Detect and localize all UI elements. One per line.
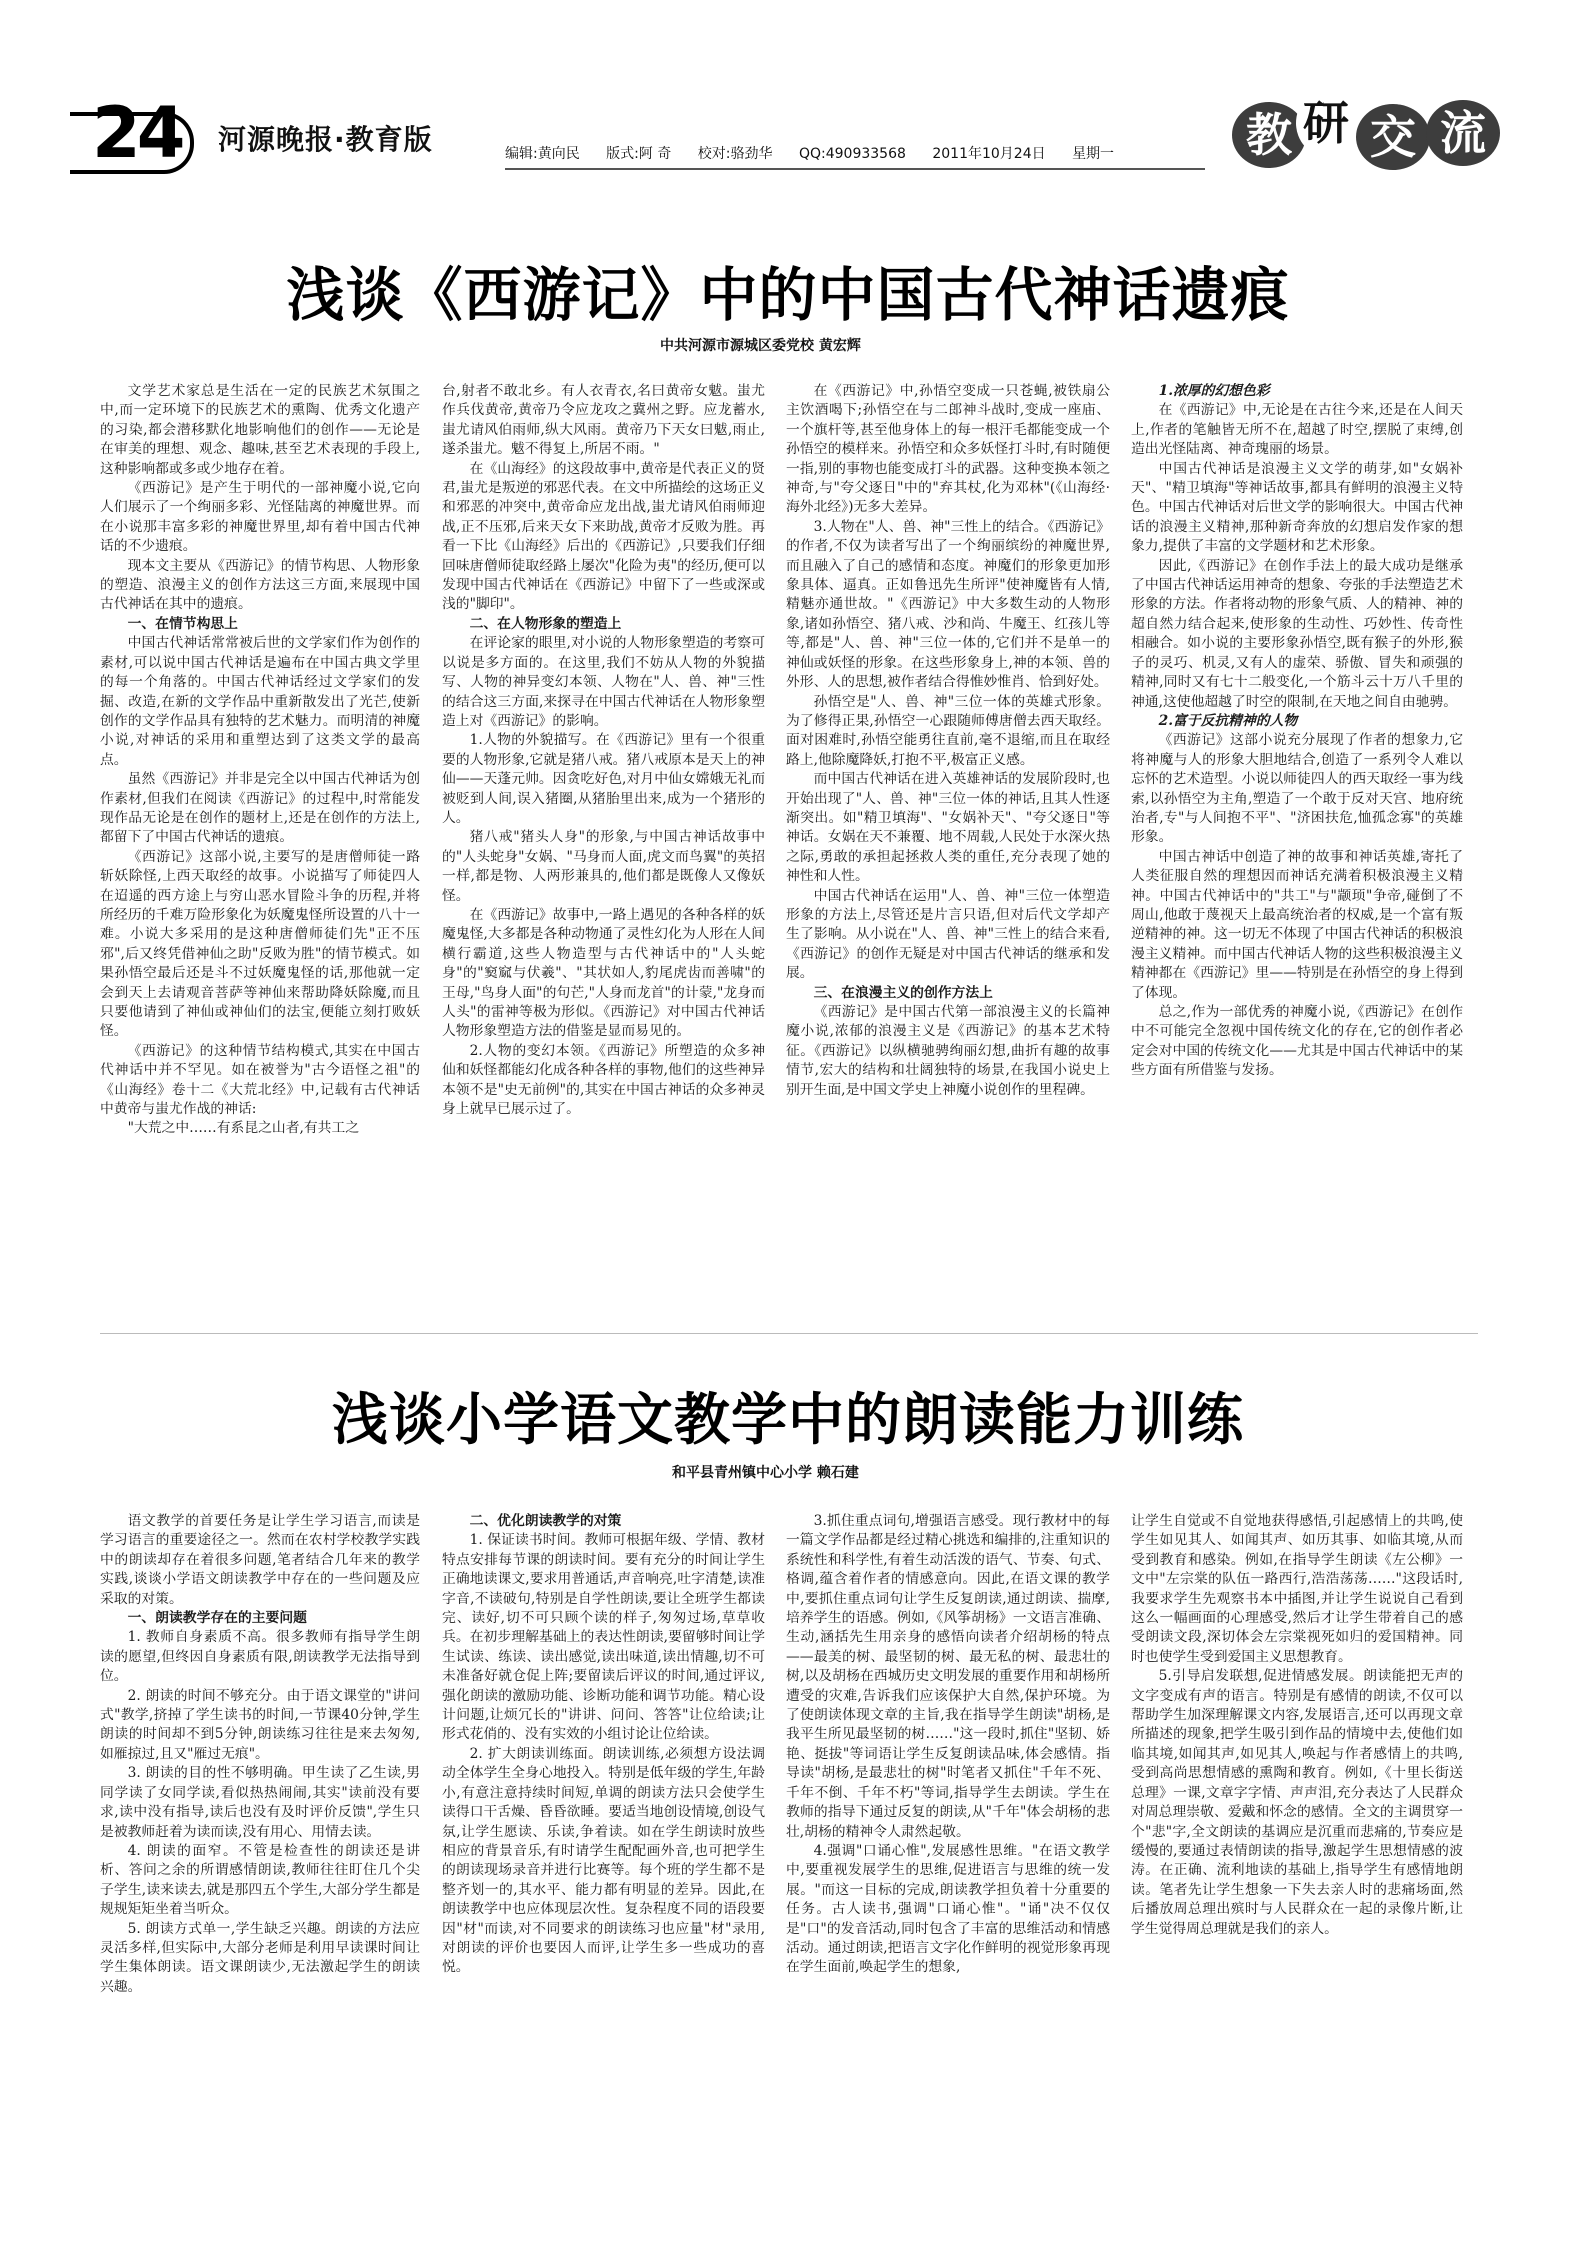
paragraph: 孙悟空是"人、兽、神"三位一体的英雄式形象。为了修得正果,孙悟空一心跟随师傅唐僧去西天取经。面对困难时,孙悟空能勇往直前,毫不退缩,而且在取经路上,他除魔降妖,打抱不平,极富正义感。 [786, 693, 1110, 768]
section-heading: 一、在情节构思上 [127, 615, 238, 632]
paragraph: 总之,作为一部优秀的神魔小说,《西游记》在创作中不可能完全忽视中国传统文化的存在,它的创作者必定会对中国的传统文化——尤其是中国古代神话中的某些方面有所借鉴与发扬。 [1131, 1004, 1463, 1079]
subsection-heading: 1.浓厚的幻想色彩 [1158, 383, 1270, 399]
paragraph: 因此,《西游记》在创作手法上的最大成功是继承了中国古代神话运用神奇的想象、夸张的手法塑造艺术形象的方法。作者将动物的形象气质、人的精神、神的超自然力结合起来,使形象的生动性、巧妙性、传奇性相融合。如小说的主要形象孙悟空,既有猴子的外形,猴子的灵巧、机灵,又有人的虚荣、骄傲、冒失和顽强的精神,同时又有七十二般变化,一个筋斗云十万八千里的神通,这使他超越了时空的限制,在天地之间自由驰骋。 [1131, 557, 1463, 710]
paragraph: 《西游记》是中国古代第一部浪漫主义的长篇神魔小说,浓郁的浪漫主义是《西游记》的基本艺术特征。《西游记》以纵横驰骋绚丽幻想,曲折有趣的故事情节,宏大的结构和壮阔独特的场景,在我国小说史上别开生面,是中国文学史上神魔小说创作的里程碑。 [786, 1004, 1110, 1098]
paragraph: 而中国古代神话在进入英雄神话的发展阶段时,也开始出现了"人、兽、神"三位一体的神话,且其人性逐渐突出。如"精卫填海"、"女娲补天"、"夸父逐日"等神话。女娲在天不兼覆、地不周载,人民处于水深火热之际,勇敢的承担起拯救人类的重任,充分表现了她的神性和人性。 [786, 771, 1110, 885]
paragraph: 猪八戒"猪头人身"的形象,与中国古神话故事中的"人头蛇身"女娲、"马身而人面,虎文而鸟翼"的英招一样,都是物、人两形兼具的,他们都是既像人又像妖怪。 [442, 829, 765, 904]
article-divider [100, 1333, 1478, 1334]
article2-column-3 [786, 1512, 1110, 2212]
editor: 编辑:黄向民 [505, 146, 580, 162]
proof-credit: 校对:骆劲华 [697, 146, 773, 162]
paragraph: 在评论家的眼里,对小说的人物形象塑造的考察可以说是多方面的。在这里,我们不妨从人物的外貌描写、人物的神异变幻本领、人物在"人、兽、神"三性的结合这三方面,来探寻在中国古代神话在人物形象塑造上对《西游记》的影响。 [442, 635, 765, 729]
paragraph: 语文教学的首要任务是让学生学习语言,而读是学习语言的重要途径之一。然而在农村学校教学实践中的朗读却存在着很多问题,笔者结合几年来的教学实践,谈谈小学语文朗读教学中存在的一些问题及应采取的对策。 [100, 1513, 420, 1607]
paragraph: 虽然《西游记》并非是完全以中国古代神话为创作素材,但我们在阅读《西游记》的过程中,时常能发现作品无论是在创作的题材上,还是在创作的方法上,都留下了中国古代神话的遗痕。 [100, 771, 420, 846]
paragraph: 1. 教师自身素质不高。很多教师有指导学生朗读的愿望,但终因自身素质有限,朗读教学无法指导到位。 [100, 1629, 420, 1685]
article1-column-3 [786, 382, 1110, 1282]
paragraph: 4. 朗读的面窄。不管是检查性的朗读还是讲析、答问之余的所谓感情朗读,教师往往盯住几个尖子学生,读来读去,就是那四五个学生,大部分学生都是规规矩矩坐着当听众。 [100, 1842, 420, 1918]
paragraph: 现本文主要从《西游记》的情节构思、人物形象的塑造、浪漫主义的创作方法这三方面,来展现中国古代神话在其中的遗痕。 [100, 557, 420, 613]
paragraph: 1.人物的外貌描写。在《西游记》里有一个很重要的人物形象,它就是猪八戒。猪八戒原本是天上的神仙——天蓬元帅。因贪吃好色,对月中仙女嫦娥无礼而被贬到人间,误入猪圈,从猪胎里出来,成为一个猪形的人。 [442, 732, 765, 826]
weekday: 星期一 [1072, 146, 1115, 162]
article1-column-1 [100, 382, 420, 1282]
paragraph: "大荒之中……有系昆之山者,有共工之 [127, 1120, 360, 1137]
paragraph: 《西游记》这部小说,主要写的是唐僧师徒一路斩妖除怪,上西天取经的故事。小说描写了师徒四人在迢遥的西方途上与穷山恶水冒险斗争的历程,并将所经历的千难万险形象化为妖魔鬼怪所设置的八十一难。小说大多采用的是这种唐僧师徒们先"正不压邪",后又终凭借神仙之助"反败为胜"的情节模式。如果孙悟空最后还是斗不过妖魔鬼怪的话,那他就一定会到天上去请观音菩萨等神仙来帮助降妖除魔,而且只要他请到了神仙或神仙们的法宝,便能立刻打败妖怪。 [100, 848, 420, 1040]
paragraph: 《西游记》是产生于明代的一部神魔小说,它向人们展示了一个绚丽多彩、光怪陆离的神魔世界。而在小说那丰富多彩的神魔世界里,却有着中国古代神话的不少遗痕。 [100, 480, 420, 555]
section-heading: 三、在浪漫主义的创作方法上 [813, 984, 993, 1001]
layout-credit: 版式:阿 奇 [606, 146, 672, 162]
section-logo-char: 交 [1356, 104, 1430, 170]
subsection-heading: 2.富于反抗精神的人物 [1158, 712, 1298, 729]
paragraph: 台,射者不敢北乡。有人衣青衣,名曰黄帝女魃。蚩尤作兵伐黄帝,黄帝乃令应龙攻之冀州之野。应龙蓄水,蚩尤请风伯雨师,纵大风雨。黄帝乃下天女曰魃,雨止,遂杀蚩尤。魃不得复上,所居不雨。" [442, 383, 765, 458]
paragraph: 2.人物的变幻本领。《西游记》所塑造的众多神仙和妖怪都能幻化成各种各样的事物,他们的这些神异本领不是"史无前例"的,其实在中国古神话的众多神灵身上就早已展示过了。 [442, 1042, 765, 1118]
paragraph: 5.引导启发联想,促进情感发展。朗读能把无声的文字变成有声的语言。特别是有感情的朗读,不仅可以帮助学生加深理解课文内容,发展语言,还可以再现文章所描述的现象,把学生吸引到作品的情境中去,使他们如临其境,如闻其声,如见其人,唤起与作者感情上的共鸣,受到高尚思想情感的熏陶和教育。例如,《十里长街送总理》一课,文章字字情、声声泪,充分表达了人民群众对周总理崇敬、爱戴和怀念的感情。全文的主调贯穿一个"悲"字,全文朗读的基调应是沉重而悲痛的,节奏应是缓慢的,要通过表情朗读的指导,激起学生思想情感的波涛。在正确、流利地读的基础上,指导学生有感情地朗读。笔者先让学生想象一下失去亲人时的悲痛场面,然后播放周总理出殡时与人民群众在一起的录像片断,让学生觉得周总理就是我们的亲人。 [1131, 1668, 1463, 1937]
paragraph: 文学艺术家总是生活在一定的民族艺术氛围之中,而一定环境下的民族艺术的熏陶、优秀文化遗产的习染,都会潜移默化地影响他们的创作——无论是在审美的理想、观念、趣味,甚至艺术表现的手段上,这种影响都或多或少地存在着。 [100, 383, 420, 477]
article2-column-1 [100, 1512, 420, 2212]
article1-title: 浅谈《西游记》中的中国古代神话遗痕 [286, 261, 1290, 329]
paragraph: 1. 保证读书时间。教师可根据年级、学情、教材特点安排每节课的朗读时间。要有充分的时间让学生正确地读课文,要求用普通话,声音响亮,吐字清楚,读准字音,不读破句,特别是自学性朗读,要让全班学生都读完、读好,切不可只顾个读的样子,匆匆过场,草草收兵。在初步理解基础上的表达性朗读,要留够时间让学生试读、练读、读出感觉,读出味道,读出情趣,切不可未准备好就仓促上阵;要留读后评议的时间,通过评议,强化朗读的激励功能、诊断功能和调节功能。精心设计问题,让烦冗长的"讲讲、问问、答答"让位给读;让形式花俏的、没有实效的小组讨论让位给读。 [442, 1532, 765, 1743]
paragraph: 2. 扩大朗读训练面。朗读训练,必须想方设法调动全体学生全身心地投入。特别是低年级的学生,年龄小,有意注意持续时间短,单调的朗读方法只会使学生读得口干舌燥、昏昏欲睡。要适当地创设情境,创设气氛,让学生愿读、乐读,争着读。如在学生朗读时放些相应的背景音乐,有时请学生配配画外音,也可把学生的朗读现场录音并进行比赛等。每个班的学生都不是整齐划一的,其水平、能力都有明显的差异。因此,在朗读教学中也应体现层次性。复杂程度不同的语段要因"材"而读,对不同要求的朗读练习也应量"材"录用,对朗读的评价也要因人而评,让学生多一些成功的喜悦。 [442, 1745, 765, 1976]
paragraph: 《西游记》的这种情节结构模式,其实在中国古代神话中并不罕见。如在被誉为"古今语怪之祖"的《山海经》卷十二《大荒北经》中,记载有古代神话中黄帝与蚩尤作战的神话: [100, 1042, 420, 1118]
article1-column-4 [1131, 382, 1463, 1282]
article2-title: 浅谈小学语文教学中的朗读能力训练 [332, 1388, 1244, 1453]
paragraph: 《西游记》这部小说充分展现了作者的想象力,它将神魔与人的形象大胆地结合,创造了一系列令人难以忘怀的艺术造型。小说以师徒四人的西天取经一事为线索,以孙悟空为主角,塑造了一个敢于反对天宫、地府统治者,专"与人间抱不平"、"济困扶危,恤孤念寡"的英雄形象。 [1131, 732, 1463, 846]
qq-number: QQ:490933568 [798, 146, 906, 162]
paragraph: 5. 朗读方式单一,学生缺乏兴趣。朗读的方法应灵活多样,但实际中,大部分老师是利用早读课时间让学生集体朗读。语文课朗读少,无法激起学生的朗读兴趣。 [100, 1920, 420, 1995]
page-number: 24 [92, 92, 182, 174]
paper-name: 河源晚报·教育版 [218, 123, 433, 156]
paragraph: 3.人物在"人、兽、神"三性上的结合。《西游记》的作者,不仅为读者写出了一个绚丽缤纷的神魔世界,而且融入了自己的感情和态度。神魔们的形象更加形象具体、逼真。正如鲁迅先生所评"使神魔皆有人情,精魅亦通世故。"《西游记》中大多数生动的人物形象,诸如孙悟空、猪八戒、沙和尚、牛魔王、红孩儿等等,都是"人、兽、神"三位一体的,它们并不是单一的神仙或妖怪的形象。在这些形象身上,神的本领、兽的外形、人的思想,被作者结合得惟妙惟肖、恰到好处。 [786, 518, 1110, 691]
section-heading: 二、优化朗读教学的对策 [469, 1513, 622, 1529]
paragraph: 在《西游记》故事中,一路上遇见的各种各样的妖魔鬼怪,大多都是各种动物通了灵性幻化为人形在人间横行霸道,这些人物造型与古代神话中的"人头蛇身"的"窫窳与伏羲"、"其状如人,豹尾虎齿而善啸"的王母,"鸟身人面"的句芒,"人身而龙首"的计蒙,"龙身而人头"的雷神等极为形似。《西游记》对中国古代神话人物形象塑造方法的借鉴是显而易见的。 [442, 906, 765, 1040]
paragraph: 3.抓住重点词句,增强语言感受。现行教材中的每一篇文学作品都是经过精心挑选和编排的,注重知识的系统性和科学性,有着生动活泼的语气、节奏、句式、格调,蕴含着作者的情感意向。因此,在语文课的教学中,要抓住重点词句让学生反复朗读,通过朗读、揣摩,培养学生的语感。例如,《风筝胡杨》一文语言准确、生动,涵括先生用亲身的感悟向读者介绍胡杨的特点——最美的树、最坚韧的树、最无私的树、最悲壮的树,以及胡杨在西城历史文明发展的重要作用和胡杨所遭受的灾难,告诉我们应该保护大自然,保护环境。为了使朗读体现文章的主旨,我在指导学生朗读"胡杨,是我平生所见最坚韧的树……"这一段时,抓住"坚韧、娇艳、挺拔"等词语让学生反复朗读品味,体会感情。指导读"胡杨,是最悲壮的树"时笔者又抓住"千年不死、千年不倒、千年不朽"等词,指导学生去朗读。学生在教师的指导下通过反复的朗读,从"千年"体会胡杨的悲壮,胡杨的精神令人肃然起敬。 [786, 1513, 1110, 1840]
paragraph: 中国古代神话在运用"人、兽、神"三位一体塑造形象的方法上,尽管还是片言只语,但对后代文学却产生了影响。从小说在"人、兽、神"三性上的结合来看,《西游记》的创作无疑是对中国古代神话的继承和发展。 [786, 887, 1110, 982]
paragraph: 3. 朗读的目的性不够明确。甲生读了乙生读,男同学读了女同学读,看似热热闹闹,其实"读前没有要求,读中没有指导,读后也没有及时评价反馈",学生只是被教师赶着为读而读,没有用心、用情去读。 [100, 1765, 420, 1840]
paragraph: 中国古神话中创造了神的故事和神话英雄,寄托了人类征服自然的理想因而神话充满着积极浪漫主义精神。中国古代神话中的"共工"与"颛顼"争帝,碰倒了不周山,他敢于蔑视天上最高统治者的权威,是一个富有叛逆精神的神。这一切无不体现了中国古代神话的积极浪漫主义精神。而中国古代神话人物的这些积极浪漫主义精神都在《西游记》里——特别是在孙悟空的身上得到了体现。 [1131, 848, 1463, 1001]
paragraph: 中国古代神话常常被后世的文学家们作为创作的素材,可以说中国古代神话是遍布在中国古典文学里的每一个角落的。中国古代神话经过文学家们的发掘、改造,在新的文学作品中重新散发出了光芒,使新创作的文学作品具有独特的艺术魅力。而明清的神魔小说,对神话的采用和重塑达到了这类文学的最高点。 [100, 635, 420, 768]
section-logo-char: 研 [1296, 90, 1356, 156]
section-logo [1232, 90, 1504, 170]
paragraph: 4.强调"口诵心惟",发展感性思维。"在语文教学中,要重视发展学生的思维,促进语言与思维的统一发展。"而这一目标的完成,朗读教学担负着十分重要的任务。古人读书,强调"口诵心惟"。"诵"决不仅仅是"口"的发音活动,同时包含了丰富的思维活动和情感活动。通过朗读,把语言文字化作鲜明的视觉形象再现在学生面前,唤起学生的想象, [786, 1842, 1110, 1976]
paragraph: 中国古代神话是浪漫主义文学的萌芽,如"女娲补天"、"精卫填海"等神话故事,都具有鲜明的浪漫主义特色。中国古代神话对后世文学的影响很大。中国古代神话的浪漫主义精神,那种新奇奔放的幻想启发作家的想象力,提供了丰富的文学题材和艺术形象。 [1131, 460, 1463, 555]
article1-byline: 中共河源市源城区委党校 黄宏辉 [660, 338, 861, 354]
section-logo-char: 流 [1426, 100, 1500, 166]
paragraph: 让学生自觉或不自觉地获得感悟,引起感情上的共鸣,使学生如见其人、如闻其声、如历其事、如临其境,从而受到教育和感染。例如,在指导学生朗读《左公柳》一文中"左宗棠的队伍一路西行,浩浩荡荡……"这段话时,我要求学生先观察书本中插图,并让学生说说自己看到这么一幅画面的心理感受,然后才让学生带着自己的感受朗读文段,深切体会左宗棠视死如归的爱国精神。同时也使学生受到爱国主义思想教育。 [1131, 1513, 1463, 1665]
header-rule [505, 168, 1205, 170]
article2-column-4 [1131, 1512, 1463, 2212]
issue-date: 2011年10月24日 [932, 146, 1046, 162]
section-logo-char: 教 [1232, 102, 1306, 168]
paragraph: 在《山海经》的这段故事中,黄帝是代表正义的贤君,蚩尤是叛逆的邪恶代表。在文中所描绘的这场正义和邪恶的冲突中,黄帝命应龙出战,蚩尤请风伯雨师迎战,正不压邪,后来天女下来助战,黄帝才反败为胜。再看一下比《山海经》后出的《西游记》,只要我们仔细回味唐僧师徒取经路上屡次"化险为夷"的经历,便可以发现中国古代神话在《西游记》中留下了一些或深或浅的"脚印"。 [442, 460, 765, 613]
header-info [505, 143, 1136, 163]
paragraph: 在《西游记》中,无论是在古往今来,还是在人间天上,作者的笔触皆无所不在,超越了时空,摆脱了束缚,创造出光怪陆离、神奇瑰丽的场景。 [1131, 402, 1463, 458]
paragraph: 在《西游记》中,孙悟空变成一只苍蝇,被铁扇公主饮酒喝下;孙悟空在与二郎神斗战时,变成一座庙、一个旗杆等,甚至他身体上的每一根汗毛都能变成一个孙悟空的模样来。孙悟空和众多妖怪打斗时,有时随便一指,别的事物也能变成打斗的武器。这种变换本领之神奇,与"夸父逐日"中的"弃其杖,化为邓林"(《山海经·海外北经》)无多大差异。 [786, 383, 1110, 516]
article2-column-2 [442, 1512, 765, 2212]
section-heading: 二、在人物形象的塑造上 [469, 615, 622, 632]
section-heading: 一、朗读教学存在的主要问题 [127, 1610, 307, 1627]
article2-byline: 和平县青州镇中心小学 赖石建 [672, 1465, 859, 1481]
paragraph: 2. 朗读的时间不够充分。由于语文课堂的"讲问式"教学,挤掉了学生读书的时间,一节课40分钟,学生朗读的时间却不到5分钟,朗读练习往往是来去匆匆,如雁掠过,且又"雁过无痕"。 [100, 1687, 420, 1762]
article1-column-2 [442, 382, 765, 1282]
